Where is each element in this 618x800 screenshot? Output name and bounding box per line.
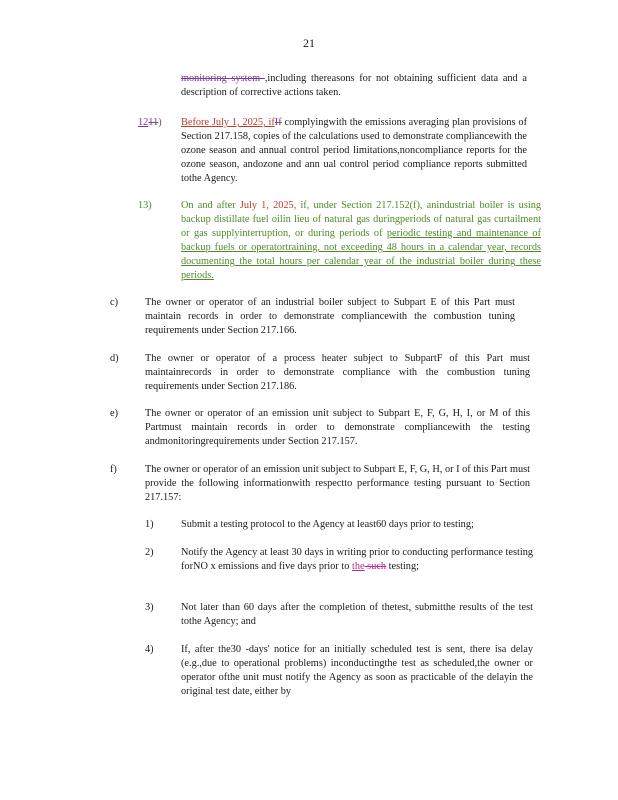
subitem-3-label: 3)	[145, 602, 154, 613]
inserted-text: July 1, 2025	[239, 200, 294, 211]
item-d-label: d)	[110, 353, 119, 364]
item-c-label: c)	[110, 297, 118, 308]
deleted-text: If	[274, 117, 282, 128]
subitem-4-text: If, after the30 -days' notice for an initially scheduled test is sent, there isa delay (e.g.,due to operational problems) inconductingthe test as scheduled,the owner or operator ofthe unit must notify the Agency as soon as practicable of the delayin the original test date, either by	[181, 644, 533, 697]
subitem-1-label: 1)	[145, 519, 154, 530]
subitem-1-text: Submit a testing protocol to the Agency at least60 days prior to testing;	[181, 519, 474, 530]
inserted-text: Before July 1, 2025, if	[181, 117, 275, 128]
item-f-text: The owner or operator of an emission unit subject to Subpart E, F, G, H, or I of this Part must provide the following informationwith respectto performance testing pursuant to Section 217.157:	[145, 464, 530, 503]
subitem-4-label: 4)	[145, 644, 154, 655]
subitem-3-text: Not later than 60 days after the completion of thetest, submitthe results of the test tothe Agency; and	[181, 602, 533, 627]
item-c-text: The owner or operator of an industrial boiler subject to Subpart E of this Part must maintain records in order to demonstrate compliancewith the combustion tuning requirements under Section 217.166.	[145, 297, 515, 336]
item-d-text: The owner or operator of a process heater subject to SubpartF of this Part must maintainrecords in order to demonstrate compliance with the combustion tuning requirements under Section 217.186.	[145, 353, 530, 392]
subitem-2-label: 2)	[145, 547, 154, 558]
subitem-2-text: Notify the Agency at least 30 days in writing prior to conducting performance testing forNO x emissions and five days prior to the such testing;	[181, 547, 533, 572]
page-number: 21	[303, 36, 315, 50]
item-f-label: f)	[110, 464, 117, 475]
item-13-text: On and after July 1, 2025, if, under Section 217.152(f), anindustrial boiler is using backup distillate fuel oilin lieu of natural gas duringperiods of natural gas curtailment or gas supplyinterruption, or during periods of periodic testing and maintenance of backup fuels or operatortraining, not exceeding 48 hours in a calendar year, records documenting the total hours per calendar year of the industrial boiler during these periods.	[181, 200, 542, 281]
item-12-text: Before July 1, 2025, ifIf complyingwith the emissions averaging plan provisions of Section 217.158, copies of the calculations used to demonstrate compliancewith the ozone season and annual control period limitations,noncompliance reports for the ozone season, andozone and ann ual control period compliance reports submitted tothe Agency.	[181, 117, 527, 184]
inserted-text: the	[352, 561, 365, 572]
carryover-paragraph	[181, 72, 527, 100]
item-e-label: e)	[110, 408, 118, 419]
paragraph-text: ,including thereasons for not obtaining sufficient data and a description of corrective actions taken.	[181, 73, 527, 98]
deleted-text: such	[364, 561, 387, 572]
item-e-text: The owner or operator of an emission unit subject to Subpart E, F, G, H, I, or M of this Partmust maintain records in order to demonstrate compliancewith the testing andmonitoringrequirements under Section 217.157.	[145, 408, 530, 447]
underlined-text: periodic testing and maintenance of backup fuels or operatortraining, not exceeding 48 hours in a calendar year, records documenting the total hours per calendar year of the industrial boiler during these periods.	[181, 228, 542, 281]
deleted-text: monitoring system	[181, 73, 265, 84]
item-12-label: 1211)	[138, 117, 162, 128]
item-13-label: 13)	[138, 200, 152, 211]
